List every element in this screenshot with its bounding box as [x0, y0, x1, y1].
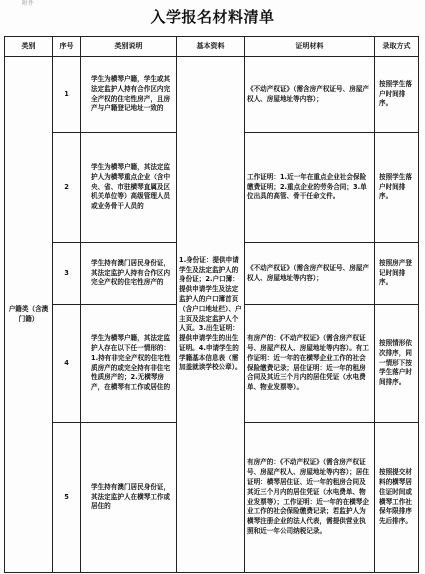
- row-number: 4: [53, 305, 81, 423]
- header-admission-method: 录取方式: [375, 37, 419, 57]
- row-proof-materials: 《不动产权证》（需含房产权证号、房屋产权人、房屋地址等内容）；: [245, 57, 375, 133]
- row-admission-method: 按照情形依次排序，同一情形下按学生落户时间排序。: [375, 305, 419, 423]
- row-number: 3: [53, 243, 81, 305]
- row-proof-materials: 工作证明：1.近一年在重点企业社会保险缴费证明；2.重点企业的劳务合同；3.单位出具的高管、骨干任命文件。: [245, 133, 375, 243]
- header-basic-materials: 基本资料: [177, 37, 245, 57]
- row-description: 学生为横琴户籍，学生或其法定监护人持有合作区内完全产权的住宅性房产，且房产与户籍登记地址一致的: [81, 57, 177, 133]
- header-number: 序号: [53, 37, 81, 57]
- header-description: 类别说明: [81, 37, 177, 57]
- row-admission-method: 按照学生落户时间排序。: [375, 57, 419, 133]
- header-proof-materials: 证明材料: [245, 37, 375, 57]
- row-number: 1: [53, 57, 81, 133]
- row-number: 2: [53, 133, 81, 243]
- basic-materials-cell: 1.身份证：提供申请学生及法定监护人的身份证；2.户口簿：提供申请学生及法定监护人的户口簿首页（含户口地址栏）、户主页及法定监护人个人页。3.出生证明：提供申请学生的出生证明。4.申请学生的学籍基本信息表（需加盖就读学校公章）。: [177, 57, 245, 573]
- row-description: 学生为横琴户籍，其法定监护人存在以下任一情形的：1.持有非完全产权的住宅性质房产的或完全持有非住宅性质房产的；2.无横琴房产，在横琴有工作或居住的: [81, 305, 177, 423]
- page-title: 入学报名材料清单: [150, 8, 275, 26]
- row-description: 学生为横琴户籍，其法定监护人为横琴重点企业（含中央、省、市驻横琴直属及区机关单位等）高级管理人员或业务骨干人员的: [81, 133, 177, 243]
- row-number: 5: [53, 423, 81, 573]
- row-description: 学生持有澳门居民身份证，其法定监护人持有合作区内完全产权的住宅性房产的: [81, 243, 177, 305]
- materials-table: [4, 36, 419, 573]
- row-proof-materials: 有房产的：《不动产权证》（需含房产权证号、房屋产权人、房屋地址等内容）。有工作证明：近一年的在横琴企业工作的社会保险缴费记录；居住证明：近一年的租房合同及其近三个月内的居住凭证（水电费单、物业发票等）。: [245, 305, 375, 423]
- row-admission-method: 按照房产登记时间排序。: [375, 243, 419, 305]
- table-row: [5, 57, 419, 133]
- row-proof-materials: 《不动产权证》（需含房产权证号、房屋产权人、房屋地址等内容）；: [245, 243, 375, 305]
- attachment-label: 附件: [22, 0, 35, 7]
- row-admission-method: 按照提交材料的横琴居住证时间或横琴工作社保年限排序先后排序。: [375, 423, 419, 573]
- table-header-row: [5, 37, 419, 57]
- row-description: 学生持有澳门居民身份证，其法定监护人在横琴工作或居住的: [81, 423, 177, 573]
- header-category: 类别: [5, 37, 53, 57]
- category-cell: 户籍类（含澳门籍）: [5, 57, 53, 573]
- row-admission-method: 按照学生落户时间排序。: [375, 133, 419, 243]
- row-proof-materials: 有房产的：《不动产权证》（需含房产权证号、房屋产权人、房屋地址等内容）；居住证明：横琴居住证、近一年的租房合同及其近三个月内的居住凭证（水电费单、物业发票等）；工作证明：近一年的在横琴企业工作的社会保险缴费记录；若监护人为横琴注册企业的法人代表，需提供营业执照和近一年公司纳税记录。: [245, 423, 375, 573]
